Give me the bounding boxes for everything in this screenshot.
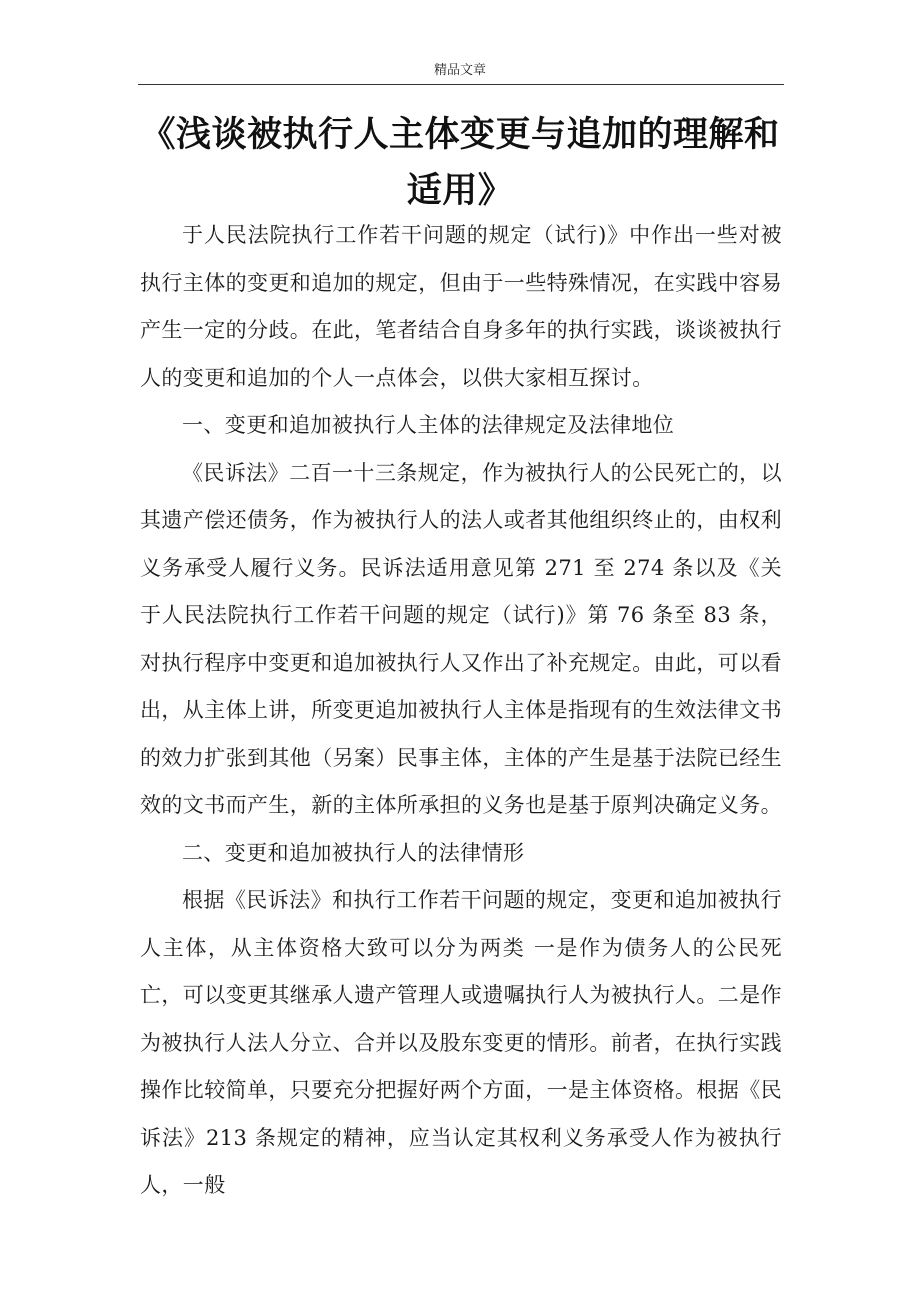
title-line-2: 适用》: [406, 170, 514, 211]
section-1-paragraph: 《民诉法》二百一十三条规定，作为被执行人的公民死亡的，以其遗产偿还债务，作为被执行人的法人或者其他组织终止的，由权利义务承受人履行义务。民诉法适用意见第 271 至 274 条以及《关于人民法院执行工作若干问题的规定（试行)》第 76 条至 83 条，对执行程序中变更和追加被执行人又作出了补充规定。由此，可以看出，从主体上讲，所变更追加被执行人主体是指现有的生效法律文书的效力扩张到其他（另案）民事主体，主体的产生是基于法院已经生效的文书而产生，新的主体所承担的义务也是基于原判决确定义务。: [140, 460, 782, 817]
section-heading-1: 一、变更和追加被执行人主体的法律规定及法律地位: [182, 413, 675, 437]
intro-paragraph: 于人民法院执行工作若干问题的规定（试行)》中作出一些对被执行主体的变更和追加的规定，但由于一些特殊情况，在实践中容易产生一定的分歧。在此，笔者结合自身多年的执行实践，谈谈被执行人的变更和追加的个人一点体会，以供大家相互探讨。: [140, 223, 782, 390]
document-body: [140, 212, 782, 1210]
title-line-1: 《浅谈被执行人主体变更与追加的理解和: [140, 114, 780, 155]
section-2-paragraph: 根据《民诉法》和执行工作若干问题的规定，变更和追加被执行人主体，从主体资格大致可以分为两类 一是作为债务人的公民死亡，可以变更其继承人遗产管理人或遗嘱执行人为被执行人。二是作为被执行人法人分立、合并以及股东变更的情形。前者，在执行实践操作比较简单，只要充分把握好两个方面，一是主体资格。根据《民诉法》213 条规定的精神，应当认定其权利义务承受人作为被执行人，一般: [140, 888, 782, 1197]
header-divider: [138, 84, 784, 85]
running-header: 精品文章: [433, 63, 486, 78]
section-heading-2: 二、变更和追加被执行人的法律情形: [182, 840, 525, 865]
document-title: [140, 107, 780, 219]
